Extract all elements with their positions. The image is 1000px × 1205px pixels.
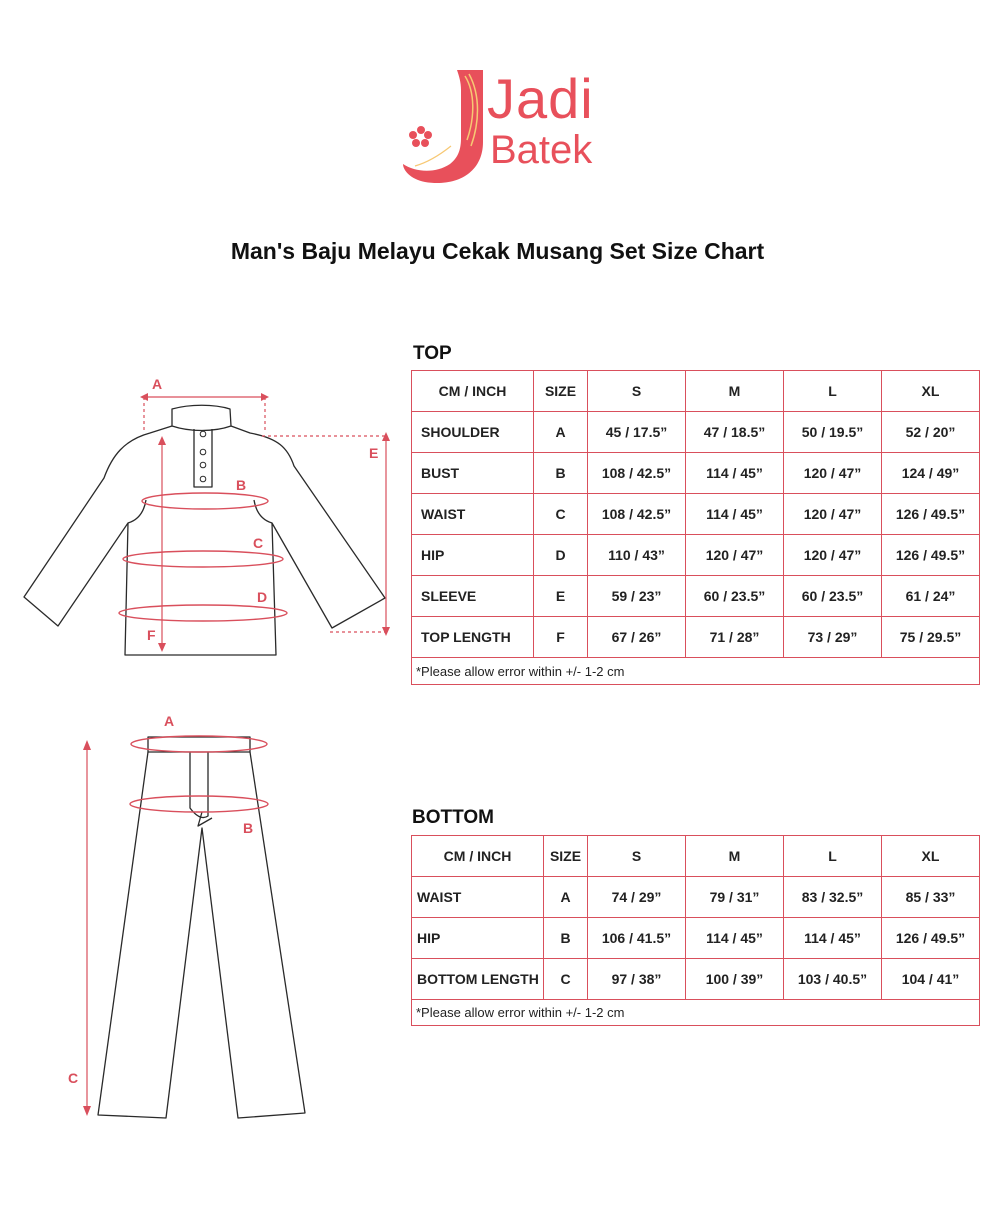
bottom-note-row [412,1000,980,1026]
bottom-size-table [411,835,980,1026]
brand-name-line1: Jadi [487,67,594,130]
bottom-measure-code: B [544,918,588,959]
top-value-cell: 108 / 42.5” [588,494,686,535]
top-value-cell: 126 / 49.5” [882,535,980,576]
bottom-header-row [412,836,980,877]
bottom-value-cell: 126 / 49.5” [882,918,980,959]
top-label-a: A [152,376,163,392]
top-measure-name: BUST [412,453,534,494]
top-value-cell: 60 / 23.5” [686,576,784,617]
measure-ring-d [119,605,287,621]
measure-ring-b [142,493,268,509]
top-measure-name: SHOULDER [412,412,534,453]
bottom-value-cell: 114 / 45” [686,918,784,959]
bottom-header-cell: XL [882,836,980,877]
top-header-row [412,371,980,412]
brand-name-line2: Batek [490,128,593,172]
top-measure-name: HIP [412,535,534,576]
table-row [412,494,980,535]
table-row [412,453,980,494]
top-value-cell: 61 / 24” [882,576,980,617]
top-header-cell: SIZE [534,371,588,412]
top-value-cell: 47 / 18.5” [686,412,784,453]
top-value-cell: 45 / 17.5” [588,412,686,453]
top-value-cell: 114 / 45” [686,494,784,535]
bottom-value-cell: 79 / 31” [686,877,784,918]
top-measure-code: E [534,576,588,617]
bottom-value-cell: 103 / 40.5” [784,959,882,1000]
top-value-cell: 110 / 43” [588,535,686,576]
top-note-row [412,658,980,685]
bottom-measure-code: C [544,959,588,1000]
top-header-cell: L [784,371,882,412]
top-header-cell: M [686,371,784,412]
bottom-header-cell: L [784,836,882,877]
top-label-e: E [369,445,379,461]
bottom-value-cell: 104 / 41” [882,959,980,1000]
top-label-f: F [147,627,156,643]
table-row [412,576,980,617]
table-row [412,535,980,576]
top-value-cell: 73 / 29” [784,617,882,658]
top-measure-name: WAIST [412,494,534,535]
top-value-cell: 120 / 47” [784,494,882,535]
top-note: *Please allow error within +/- 1-2 cm [412,658,980,685]
bottom-label-c: C [68,1070,79,1086]
top-header-cell: CM / INCH [412,371,534,412]
top-measure-code: F [534,617,588,658]
bottom-value-cell: 85 / 33” [882,877,980,918]
bottom-waistband [148,737,250,752]
top-measure-code: C [534,494,588,535]
top-measure-code: B [534,453,588,494]
bottom-measure-code: A [544,877,588,918]
bottom-section-title: BOTTOM [412,807,494,828]
top-header-cell: XL [882,371,980,412]
bottom-garment-diagram [60,705,320,1125]
top-value-cell: 108 / 42.5” [588,453,686,494]
top-value-cell: 60 / 23.5” [784,576,882,617]
top-measure-name: TOP LENGTH [412,617,534,658]
bottom-label-a: A [164,713,175,729]
top-label-d: D [257,589,268,605]
bottom-value-cell: 97 / 38” [588,959,686,1000]
top-header-cell: S [588,371,686,412]
table-row [412,959,980,1000]
table-row [412,877,980,918]
bottom-value-cell: 114 / 45” [784,918,882,959]
top-garment-diagram [15,370,400,670]
top-value-cell: 126 / 49.5” [882,494,980,535]
top-value-cell: 120 / 47” [784,453,882,494]
brand-logo [395,62,615,192]
logo-j-mark-icon [395,62,495,192]
bottom-header-cell: SIZE [544,836,588,877]
top-measure-name: SLEEVE [412,576,534,617]
top-section-title: TOP [413,343,452,364]
bottom-value-cell: 83 / 32.5” [784,877,882,918]
top-label-b: B [236,477,247,493]
bottom-header-cell: CM / INCH [412,836,544,877]
top-measure-code: A [534,412,588,453]
top-value-cell: 50 / 19.5” [784,412,882,453]
bottom-label-b: B [243,820,254,836]
table-row [412,617,980,658]
bottom-measure-name: HIP [412,918,544,959]
top-value-cell: 52 / 20” [882,412,980,453]
measure-ring-bottom-b [130,796,268,812]
bottom-value-cell: 106 / 41.5” [588,918,686,959]
top-value-cell: 124 / 49” [882,453,980,494]
bottom-value-cell: 100 / 39” [686,959,784,1000]
top-collar [172,405,231,430]
top-value-cell: 59 / 23” [588,576,686,617]
top-value-cell: 120 / 47” [686,535,784,576]
top-value-cell: 114 / 45” [686,453,784,494]
bottom-header-cell: S [588,836,686,877]
top-value-cell: 120 / 47” [784,535,882,576]
top-measure-code: D [534,535,588,576]
bottom-header-cell: M [686,836,784,877]
bottom-measure-name: WAIST [412,877,544,918]
bottom-measure-name: BOTTOM LENGTH [412,959,544,1000]
measure-ring-c [123,551,283,567]
top-value-cell: 75 / 29.5” [882,617,980,658]
bottom-note: *Please allow error within +/- 1-2 cm [412,1000,980,1026]
page-title: Man's Baju Melayu Cekak Musang Set Size Chart [230,238,765,264]
top-size-table [411,370,980,685]
table-row [412,412,980,453]
top-value-cell: 71 / 28” [686,617,784,658]
measure-ring-bottom-a [131,736,267,752]
bottom-value-cell: 74 / 29” [588,877,686,918]
top-value-cell: 67 / 26” [588,617,686,658]
table-row [412,918,980,959]
top-label-c: C [253,535,264,551]
